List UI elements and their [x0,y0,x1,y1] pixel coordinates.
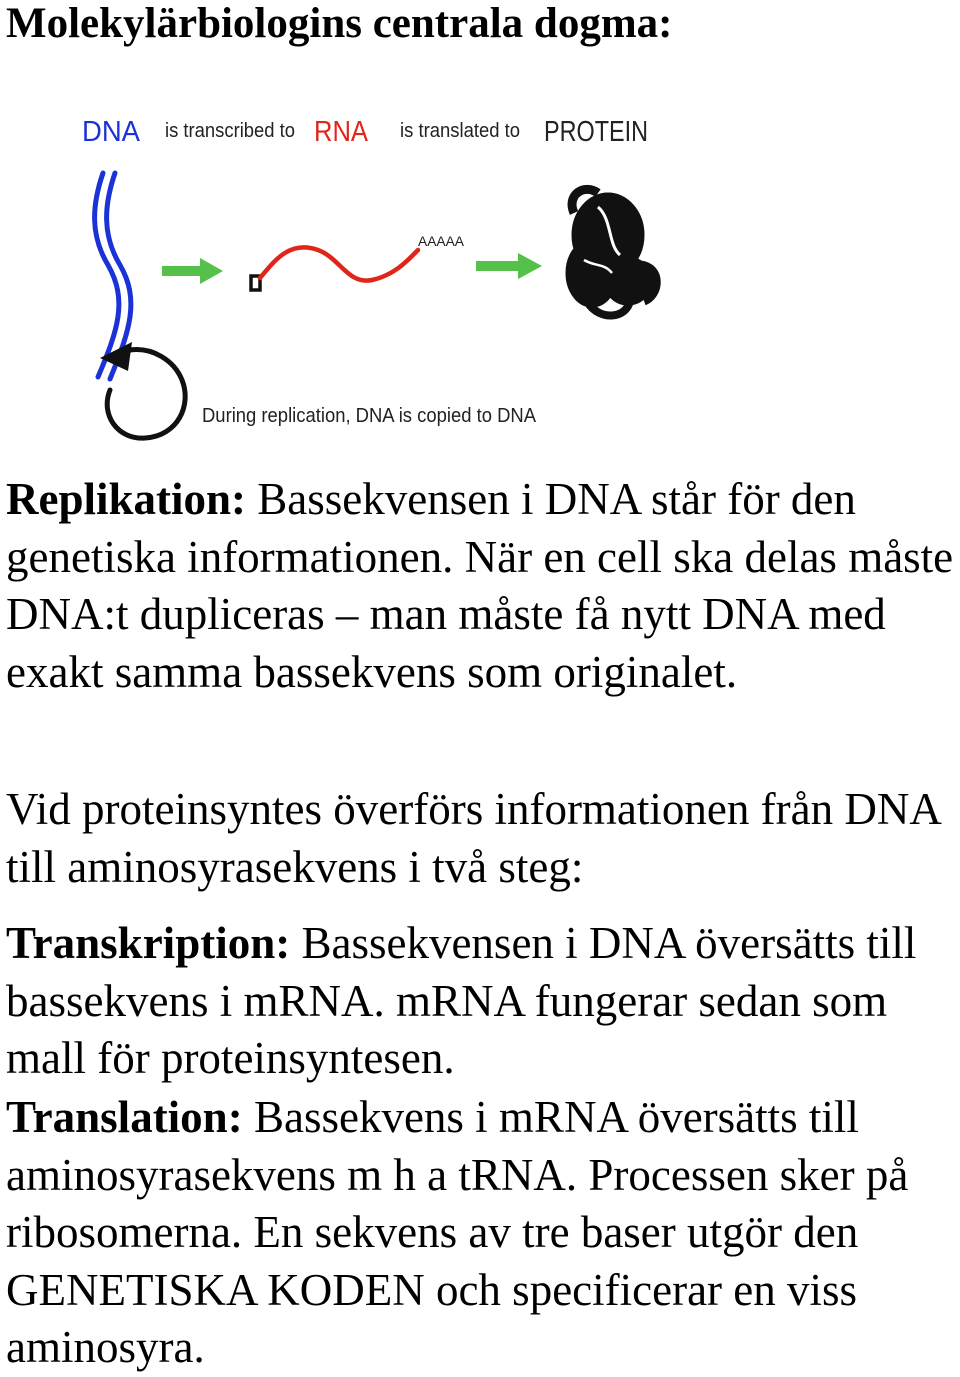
replikation-paragraph [6,471,956,701]
translation-heading: Translation: [6,1092,243,1142]
transcription-arrow [162,258,223,284]
central-dogma-diagram [0,95,700,455]
translation-arrow [476,253,542,279]
page-title: Molekylärbiologins centrala dogma: [6,0,673,47]
replikation-text: Bassekvensen i DNA står för den genetiska informationen. När en cell ska delas måste DNA:t dupliceras – man måste få nytt DNA med exakt samma bassekvens som originalet. [6,474,954,697]
mrna-strand [251,247,418,290]
transkription-paragraph [6,915,956,1088]
protein-structure-icon [566,189,656,315]
poly-a-tail-label: AAAAA [418,233,465,249]
translation-text: Bassekvens i mRNA översätts till aminosyrasekvens m h a tRNA. Processen sker på ribosomerna. En sekvens av tre baser utgör den GENETISKA KODEN och specificerar en viss aminosyra. [6,1092,909,1372]
transcribed-label: is transcribed to [165,120,295,142]
protein-label: PROTEIN [544,116,648,148]
replication-label: During replication, DNA is copied to DNA [202,405,537,427]
replication-arrow [100,342,185,438]
replikation-heading: Replikation: [6,474,247,524]
transkription-text: Bassekvensen i DNA översätts till bassekvens i mRNA. mRNA fungerar sedan som mall för proteinsyntesen. [6,918,917,1083]
translated-label: is translated to [400,120,520,142]
dna-label: DNA [82,116,141,148]
proteinsyntes-paragraph: Vid proteinsyntes överförs informationen från DNA till aminosyrasekvens i två steg: [6,784,940,892]
transkription-heading: Transkription: [6,918,291,968]
translation-paragraph [6,1089,956,1377]
rna-label: RNA [314,116,369,148]
